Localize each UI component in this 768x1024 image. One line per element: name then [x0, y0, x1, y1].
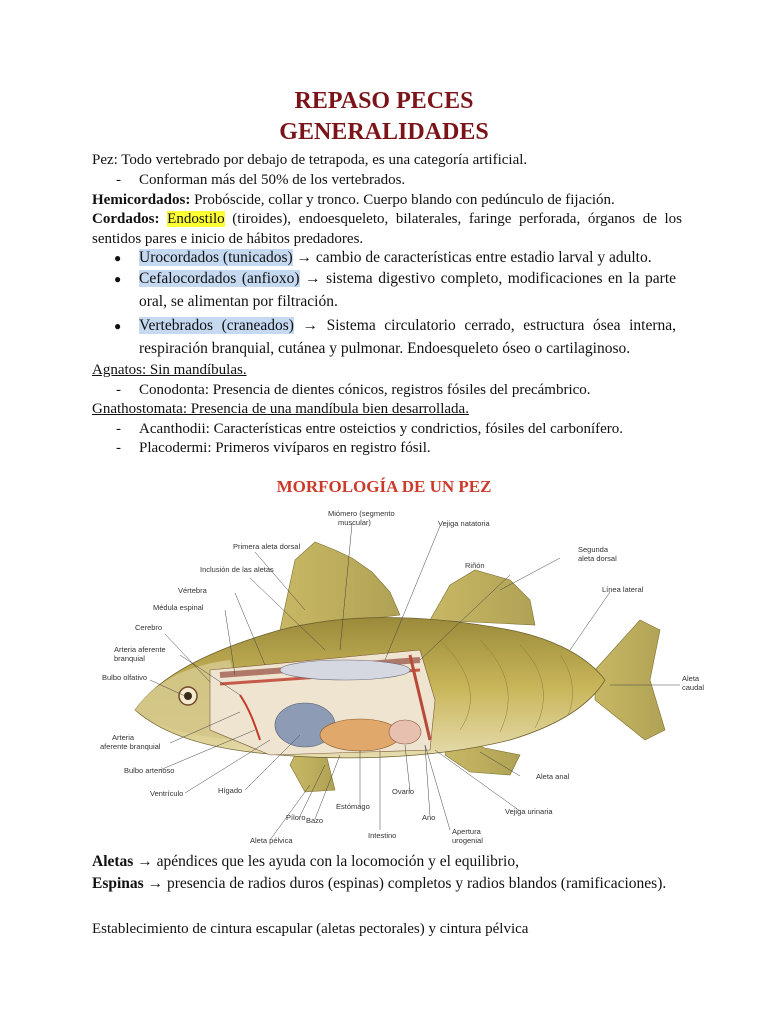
agnatos-heading: Agnatos: Sin mandíbulas. [92, 362, 247, 378]
bullet-urocordados [139, 246, 676, 269]
cefalocordados-text: → sistema digestivo completo, modificaciones en la parte oral, se alimentan por filtración. [139, 270, 676, 310]
label-aleta-caudal: Aleta [682, 674, 700, 683]
label-segunda-aleta-dorsal: Segunda [578, 545, 609, 554]
label-arteria-aferente-branquial: aferente branquial [100, 742, 161, 751]
espinas-text: → presencia de radios duros (espinas) completos y radios blandos (ramificaciones). [143, 875, 667, 892]
label-linea-lateral: Línea lateral [602, 585, 644, 594]
vertebrados-term: Vertebrados (craneados) [139, 317, 294, 334]
label-primera-aleta-dorsal: Primera aleta dorsal [233, 542, 301, 551]
hemicordados-label: Hemicordados: [92, 192, 191, 208]
hemicordados-text: Probóscide, collar y tronco. Cuerpo blando con pedúnculo de fijación. [190, 192, 615, 208]
label-apertura-urogenial: Apertura [452, 827, 481, 836]
label-arteria-aferente-branquial: Arteria [112, 733, 135, 742]
label-estomago: Estómago [336, 802, 370, 811]
urocordados-text: → cambio de características entre estadio larval y adulto. [292, 249, 652, 266]
label-aleta-pelvica: Aleta pélvica [250, 836, 293, 845]
espinas-label: Espinas [92, 875, 144, 892]
caudal-fin [595, 620, 665, 740]
label-inclusion-aletas: Inclusión de las aletas [200, 565, 274, 574]
pez-subpoint: Conforman más del 50% de los vertebrados. [139, 172, 406, 188]
second-dorsal-fin [430, 570, 535, 625]
dash-marker: - [116, 440, 121, 456]
dash-marker: - [116, 382, 121, 398]
label-ano: Ano [422, 813, 436, 822]
aletas-text: → apéndices que les ayuda con la locomoción y el equilibrio, [133, 853, 519, 870]
cefalocordados-term: Cefalocordados (anfioxo) [139, 270, 300, 287]
gnathostomata-heading: Gnathostomata: Presencia de una mandíbula bien desarrollada. [92, 401, 469, 417]
label-arteria-aferente: Arteria aferente [114, 645, 166, 654]
label-piloro: Píloro [286, 813, 306, 822]
label-intestino: Intestino [368, 831, 397, 840]
ovary [389, 720, 421, 744]
fish-anatomy-figure [90, 500, 710, 850]
label-rinon: Riñón [465, 561, 485, 570]
conodonta-item: Conodonta: Presencia de dientes cónicos, registros fósiles del precámbrico. [139, 382, 591, 398]
dash-marker: - [116, 421, 121, 437]
label-vejiga-urinaria: Vejiga urinaria [505, 807, 553, 816]
hemicordados-paragraph [92, 190, 682, 210]
swim-bladder [280, 660, 410, 680]
vertebrados-text: → Sistema circulatorio cerrado, estructura ósea interna, respiración branquial, cutánea y pulmonar. Endoesqueleto óseo o cartilaginoso. [139, 317, 677, 357]
dash-marker: - [116, 172, 121, 188]
bullet-dot: ● [114, 272, 122, 286]
label-arteria-aferente: branquial [114, 654, 145, 663]
label-miomero: Miómero (segmento [328, 509, 395, 518]
intestine [320, 719, 400, 751]
label-miomero: muscular) [338, 518, 371, 527]
aletas-paragraph [92, 851, 682, 873]
label-ovario: Ovario [392, 787, 415, 796]
morfologia-title: MORFOLOGÍA DE UN PEZ [276, 477, 492, 496]
endostilo-highlight: Endostilo [167, 211, 225, 227]
label-aleta-caudal: caudal [682, 683, 705, 692]
page-title: REPASO PECES [294, 88, 474, 114]
label-higado: Hígado [218, 786, 243, 795]
eye-pupil [184, 692, 192, 700]
label-cerebro: Cerebro [135, 623, 163, 632]
label-bulbo-olfativo: Bulbo olfativo [102, 673, 148, 682]
label-vejiga-natatoria: Vejiga natatoria [438, 519, 490, 528]
cordados-label: Cordados: [92, 211, 160, 227]
pez-definition: Pez: Todo vertebrado por debajo de tetrapoda, es una categoría artificial. [92, 152, 528, 168]
bullet-dot: ● [114, 251, 122, 265]
cordados-text: (tiroides), endoesqueleto, bilaterales, faringe perforada, órganos de los sentidos pares e inicio de hábitos predadores. [92, 211, 683, 247]
label-aleta-anal: Aleta anal [536, 772, 570, 781]
cordados-paragraph [92, 209, 682, 249]
acanthodii-item: Acanthodii: Características entre osteictios y condrictios, fósiles del carbonífero. [139, 421, 624, 437]
cintura-paragraph: Establecimiento de cintura escapular (aletas pectorales) y cintura pélvica [92, 921, 529, 937]
aletas-label: Aletas [92, 853, 134, 870]
label-bazo: Bazo [306, 816, 324, 825]
label-vertebra: Vértebra [178, 586, 207, 595]
label-segunda-aleta-dorsal: aleta dorsal [578, 554, 617, 563]
placodermi-item: Placodermi: Primeros vivíparos en registro fósil. [139, 440, 431, 456]
first-dorsal-fin [280, 542, 400, 630]
bullet-dot: ● [114, 319, 122, 333]
espinas-paragraph [92, 873, 682, 895]
urocordados-term: Urocordados (tunicados) [139, 249, 293, 266]
label-medula-espinal: Médula espinal [153, 603, 204, 612]
label-bulbo-arterioso: Bulbo arterioso [124, 766, 175, 775]
bullet-cefalocordados [139, 267, 676, 313]
bullet-vertebrados [139, 314, 676, 360]
page-subtitle: GENERALIDADES [279, 119, 489, 145]
label-ventriculo: Ventrículo [150, 789, 184, 798]
label-apertura-urogenial: urogenial [452, 836, 483, 845]
